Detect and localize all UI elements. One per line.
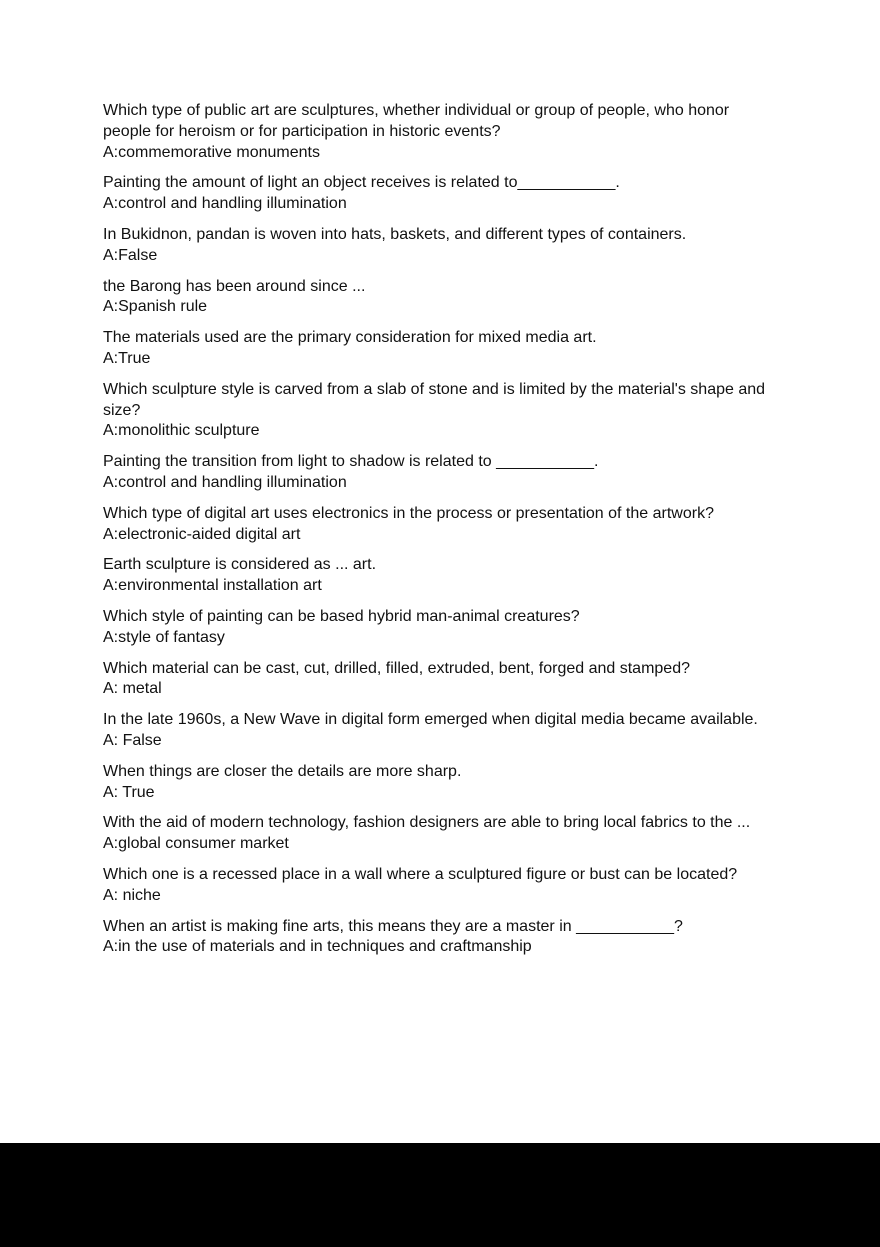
answer-text: A:global consumer market [103,835,289,853]
answer-text: A:style of fantasy [103,628,225,646]
qa-item [103,659,777,701]
qa-item [103,555,777,597]
question-text: When an artist is making fine arts, this means they are a master in ___________? [103,917,683,935]
answer-text: A: metal [103,680,162,698]
qa-item [103,277,777,319]
bottom-bar [0,1143,880,1247]
answer-text: A:electronic-aided digital art [103,525,301,543]
question-text: Which type of public art are sculptures, whether individual or group of people, who honor people for heroism or for participation in historic events? [103,102,734,140]
qa-item [103,710,777,752]
qa-item [103,452,777,494]
qa-item [103,173,777,215]
question-text: Which style of painting can be based hybrid man-animal creatures? [103,607,580,625]
question-text: Which one is a recessed place in a wall where a sculptured figure or bust can be located? [103,865,738,883]
qa-item [103,813,777,855]
qa-item [103,607,777,649]
answer-text: A:environmental installation art [103,577,322,595]
answer-text: A: False [103,731,162,749]
question-text: Which type of digital art uses electronics in the process or presentation of the artwork? [103,504,714,522]
question-text: Which material can be cast, cut, drilled, filled, extruded, bent, forged and stamped? [103,659,690,677]
answer-text: A:monolithic sculpture [103,422,260,440]
answer-text: A:commemorative monuments [103,143,320,161]
question-text: With the aid of modern technology, fashion designers are able to bring local fabrics to the ... [103,814,751,832]
qa-item [103,380,777,442]
answer-text: A:control and handling illumination [103,195,347,213]
qa-item [103,504,777,546]
answer-text: A: niche [103,886,161,904]
question-text: the Barong has been around since ... [103,277,366,295]
answer-text: A:in the use of materials and in techniques and craftmanship [103,938,532,956]
question-text: Earth sculpture is considered as ... art. [103,556,377,574]
question-text: When things are closer the details are more sharp. [103,762,462,780]
qa-item [103,328,777,370]
answer-text: A: True [103,783,155,801]
question-text: Painting the amount of light an object receives is related to___________. [103,174,620,192]
qa-item [103,762,777,804]
question-text: Which sculpture style is carved from a slab of stone and is limited by the material's shape and size? [103,380,770,419]
answer-text: A:False [103,246,158,264]
answer-text: A:control and handling illumination [103,473,347,491]
question-text: In Bukidnon, pandan is woven into hats, baskets, and different types of containers. [103,225,687,243]
qa-item [103,225,777,267]
qa-item [103,865,777,907]
answer-text: A:True [103,349,151,367]
question-text: In the late 1960s, a New Wave in digital form emerged when digital media became available. [103,711,758,729]
qa-item [103,917,777,959]
qa-list [103,101,777,968]
question-text: The materials used are the primary consideration for mixed media art. [103,329,597,347]
question-text: Painting the transition from light to shadow is related to ___________. [103,453,599,471]
qa-item [103,101,777,163]
answer-text: A:Spanish rule [103,298,208,316]
